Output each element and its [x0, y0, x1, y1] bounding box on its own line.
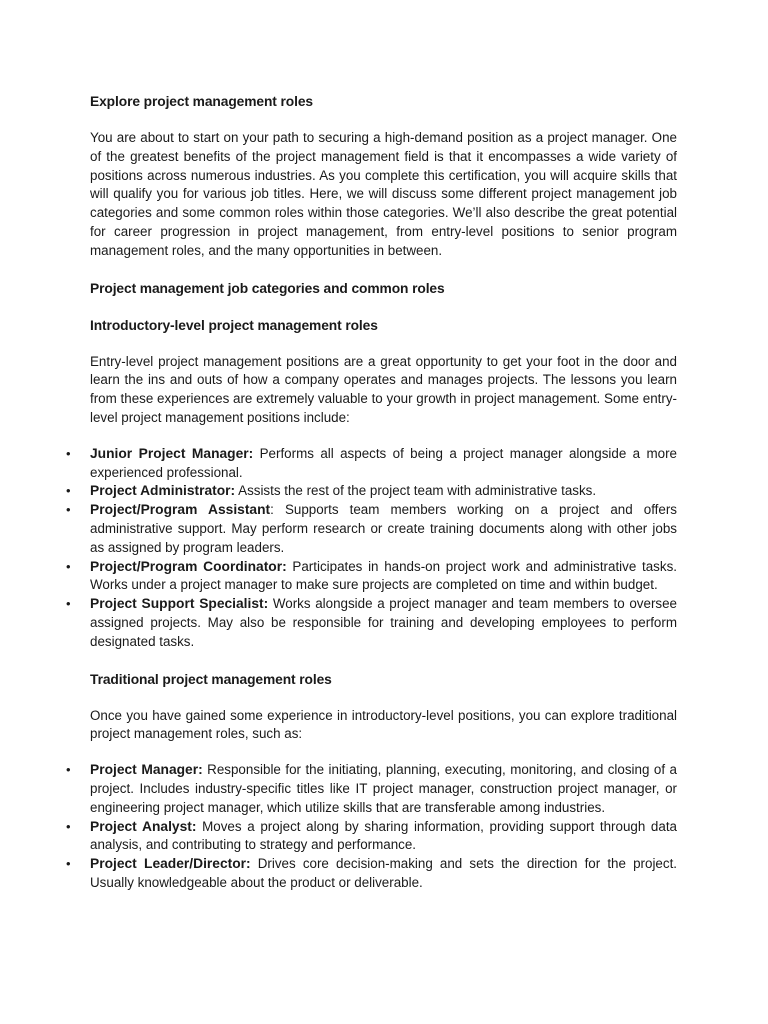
role-description: Moves a project along by sharing information, providing support through data analysis, and contributing to strategy and performance. [90, 818, 677, 853]
bullet-icon: • [66, 762, 71, 778]
bullet-icon: • [66, 596, 71, 612]
role-description: Assists the rest of the project team with administrative tasks. [235, 483, 597, 499]
role-term: Project Support Specialist: [90, 596, 269, 612]
introductory-paragraph: Entry-level project management positions are a great opportunity to get your foot in the door and learn the ins and outs of how a company operates and manages projects. The lessons you learn from these experiences are extremely valuable to your growth in project management. Some entry-level project management positions include: [90, 353, 677, 425]
document-body [66, 92, 678, 893]
role-term: Project/Program Coordinator: [90, 558, 287, 574]
bullet-icon: • [66, 558, 71, 574]
list-item [66, 818, 677, 856]
role-term: Project Manager: [90, 762, 203, 778]
list-item [66, 558, 677, 596]
role-description: Performs all aspects of being a project manager alongside a more experienced professional. [90, 445, 677, 480]
bullet-icon: • [66, 483, 71, 499]
traditional-paragraph: Once you have gained some experience in introductory-level positions, you can explore traditional project management roles, such as: [90, 707, 677, 742]
bullet-icon: • [66, 856, 71, 872]
bullet-icon: • [66, 445, 71, 461]
role-description: Responsible for the initiating, planning, executing, monitoring, and closing of a project. Includes industry-specific titles like IT project manager, construction project manager, or engineering project manager, which utilize skills that are transferable among industries. [90, 762, 677, 815]
introductory-roles-list [66, 445, 678, 652]
role-term: Junior Project Manager: [90, 445, 254, 461]
section-heading-introductory: Introductory-level project management roles [90, 317, 378, 333]
list-item [66, 482, 677, 501]
page-title: Explore project management roles [90, 94, 313, 109]
bullet-icon: • [66, 818, 71, 834]
role-description: Participates in hands-on project work and administrative tasks. Works under a project manager to make sure projects are completed on time and within budget. [90, 558, 677, 593]
list-item [66, 761, 677, 817]
list-item [66, 501, 677, 557]
list-item [66, 855, 678, 893]
intro-paragraph: You are about to start on your path to securing a high-demand position as a project manager. One of the greatest benefits of the project management field is that it encompasses a wide variety of positions across numerous industries. As you complete this certification, you will acquire skills that will qualify you for various job titles. Here, we will discuss some different project management job categories and some common roles within those categories. We’ll also describe the great potential for career progression in project management, from entry-level positions to senior program management roles, and the many opportunities in between. [90, 130, 677, 258]
role-description: : Supports team members working on a project and offers administrative support. May perform research or create training documents along with other jobs as assigned by program leaders. [90, 502, 677, 555]
bullet-icon: • [66, 502, 71, 518]
role-term: Project Administrator: [90, 483, 236, 499]
list-item [66, 445, 677, 483]
section-heading-categories: Project management job categories and common roles [90, 280, 445, 296]
section-heading-traditional: Traditional project management roles [90, 671, 332, 687]
role-term: Project Leader/Director: [90, 856, 251, 872]
role-term: Project/Program Assistant [90, 502, 271, 518]
traditional-roles-list [66, 761, 678, 893]
list-item [66, 595, 678, 651]
role-term: Project Analyst: [90, 818, 197, 834]
role-description: Drives core decision-making and sets the direction for the project. Usually knowledgeable about the product or deliverable. [90, 856, 678, 890]
role-description: Works alongside a project manager and team members to oversee assigned projects. May also be responsible for training and developing employees to perform designated tasks. [90, 596, 678, 649]
